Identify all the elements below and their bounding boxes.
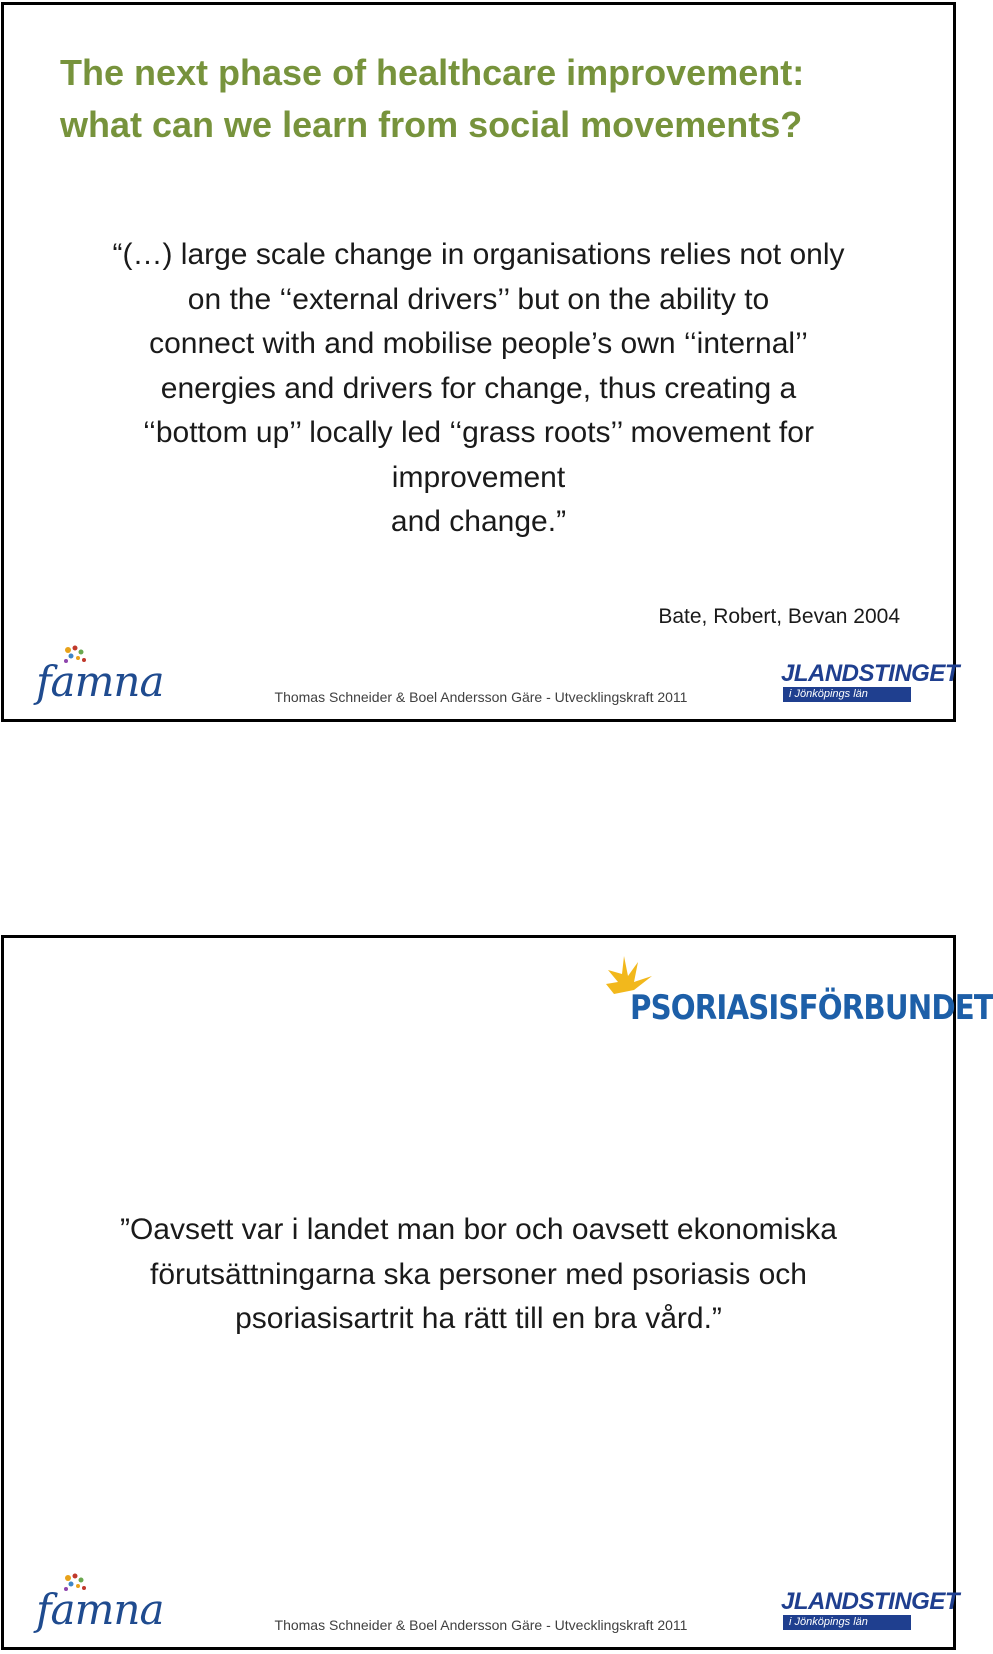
slide-footer: Thomas Schneider & Boel Andersson Gäre - Utvecklingskraft 2011	[274, 689, 688, 705]
quote-line: on the ‘‘external drivers’’ but on the ability to	[187, 282, 770, 316]
quote-line: connect with and mobilise people’s own ‘‘internal’’	[149, 327, 808, 360]
famna-wordmark: famna	[36, 1585, 164, 1634]
landstinget-subtitle: i Jönköpings län	[783, 687, 911, 702]
slide-title	[60, 47, 804, 151]
landstinget-logo	[757, 659, 960, 711]
quote-line: förutsättningarna ska personer med psoriasis och	[149, 1257, 807, 1291]
psoriasisforbundet-logo	[604, 954, 993, 1034]
slide-1	[1, 2, 960, 722]
quote-line: and change.”	[390, 505, 567, 538]
famna-logo	[36, 1573, 164, 1641]
famna-wordmark: famna	[36, 657, 164, 706]
title-line-2: what can we learn from social movements?	[60, 104, 803, 145]
quote-line: energies and drivers for change, thus creating a	[160, 371, 797, 405]
quote-line: psoriasisartrit ha rätt till en bra vård.”	[235, 1302, 722, 1335]
quote-line: ”Oavsett var i landet man bor och oavsett ekonomiska	[119, 1213, 837, 1246]
quote-block	[44, 233, 913, 545]
landstinget-logo	[757, 1587, 960, 1639]
quote-block	[44, 1208, 913, 1342]
quote-line: improvement	[391, 460, 566, 494]
famna-logo	[36, 645, 164, 713]
quote-line: ‘‘bottom up’’ locally led ‘‘grass roots’’ movement for	[143, 416, 814, 449]
quote-line: “(…) large scale change in organisations relies not only	[112, 238, 845, 271]
slide-2	[1, 935, 993, 1650]
landstinget-name: JLANDSTINGET	[781, 1588, 960, 1615]
title-line-1: The next phase of healthcare improvement:	[60, 52, 805, 93]
citation: Bate, Robert, Bevan 2004	[658, 605, 900, 628]
slide-footer: Thomas Schneider & Boel Andersson Gäre - Utvecklingskraft 2011	[274, 1617, 688, 1633]
landstinget-name: JLANDSTINGET	[781, 660, 960, 687]
psoriasisforbundet-name: PSORIASISFÖRBUNDET	[630, 988, 993, 1028]
landstinget-subtitle: i Jönköpings län	[783, 1615, 911, 1630]
